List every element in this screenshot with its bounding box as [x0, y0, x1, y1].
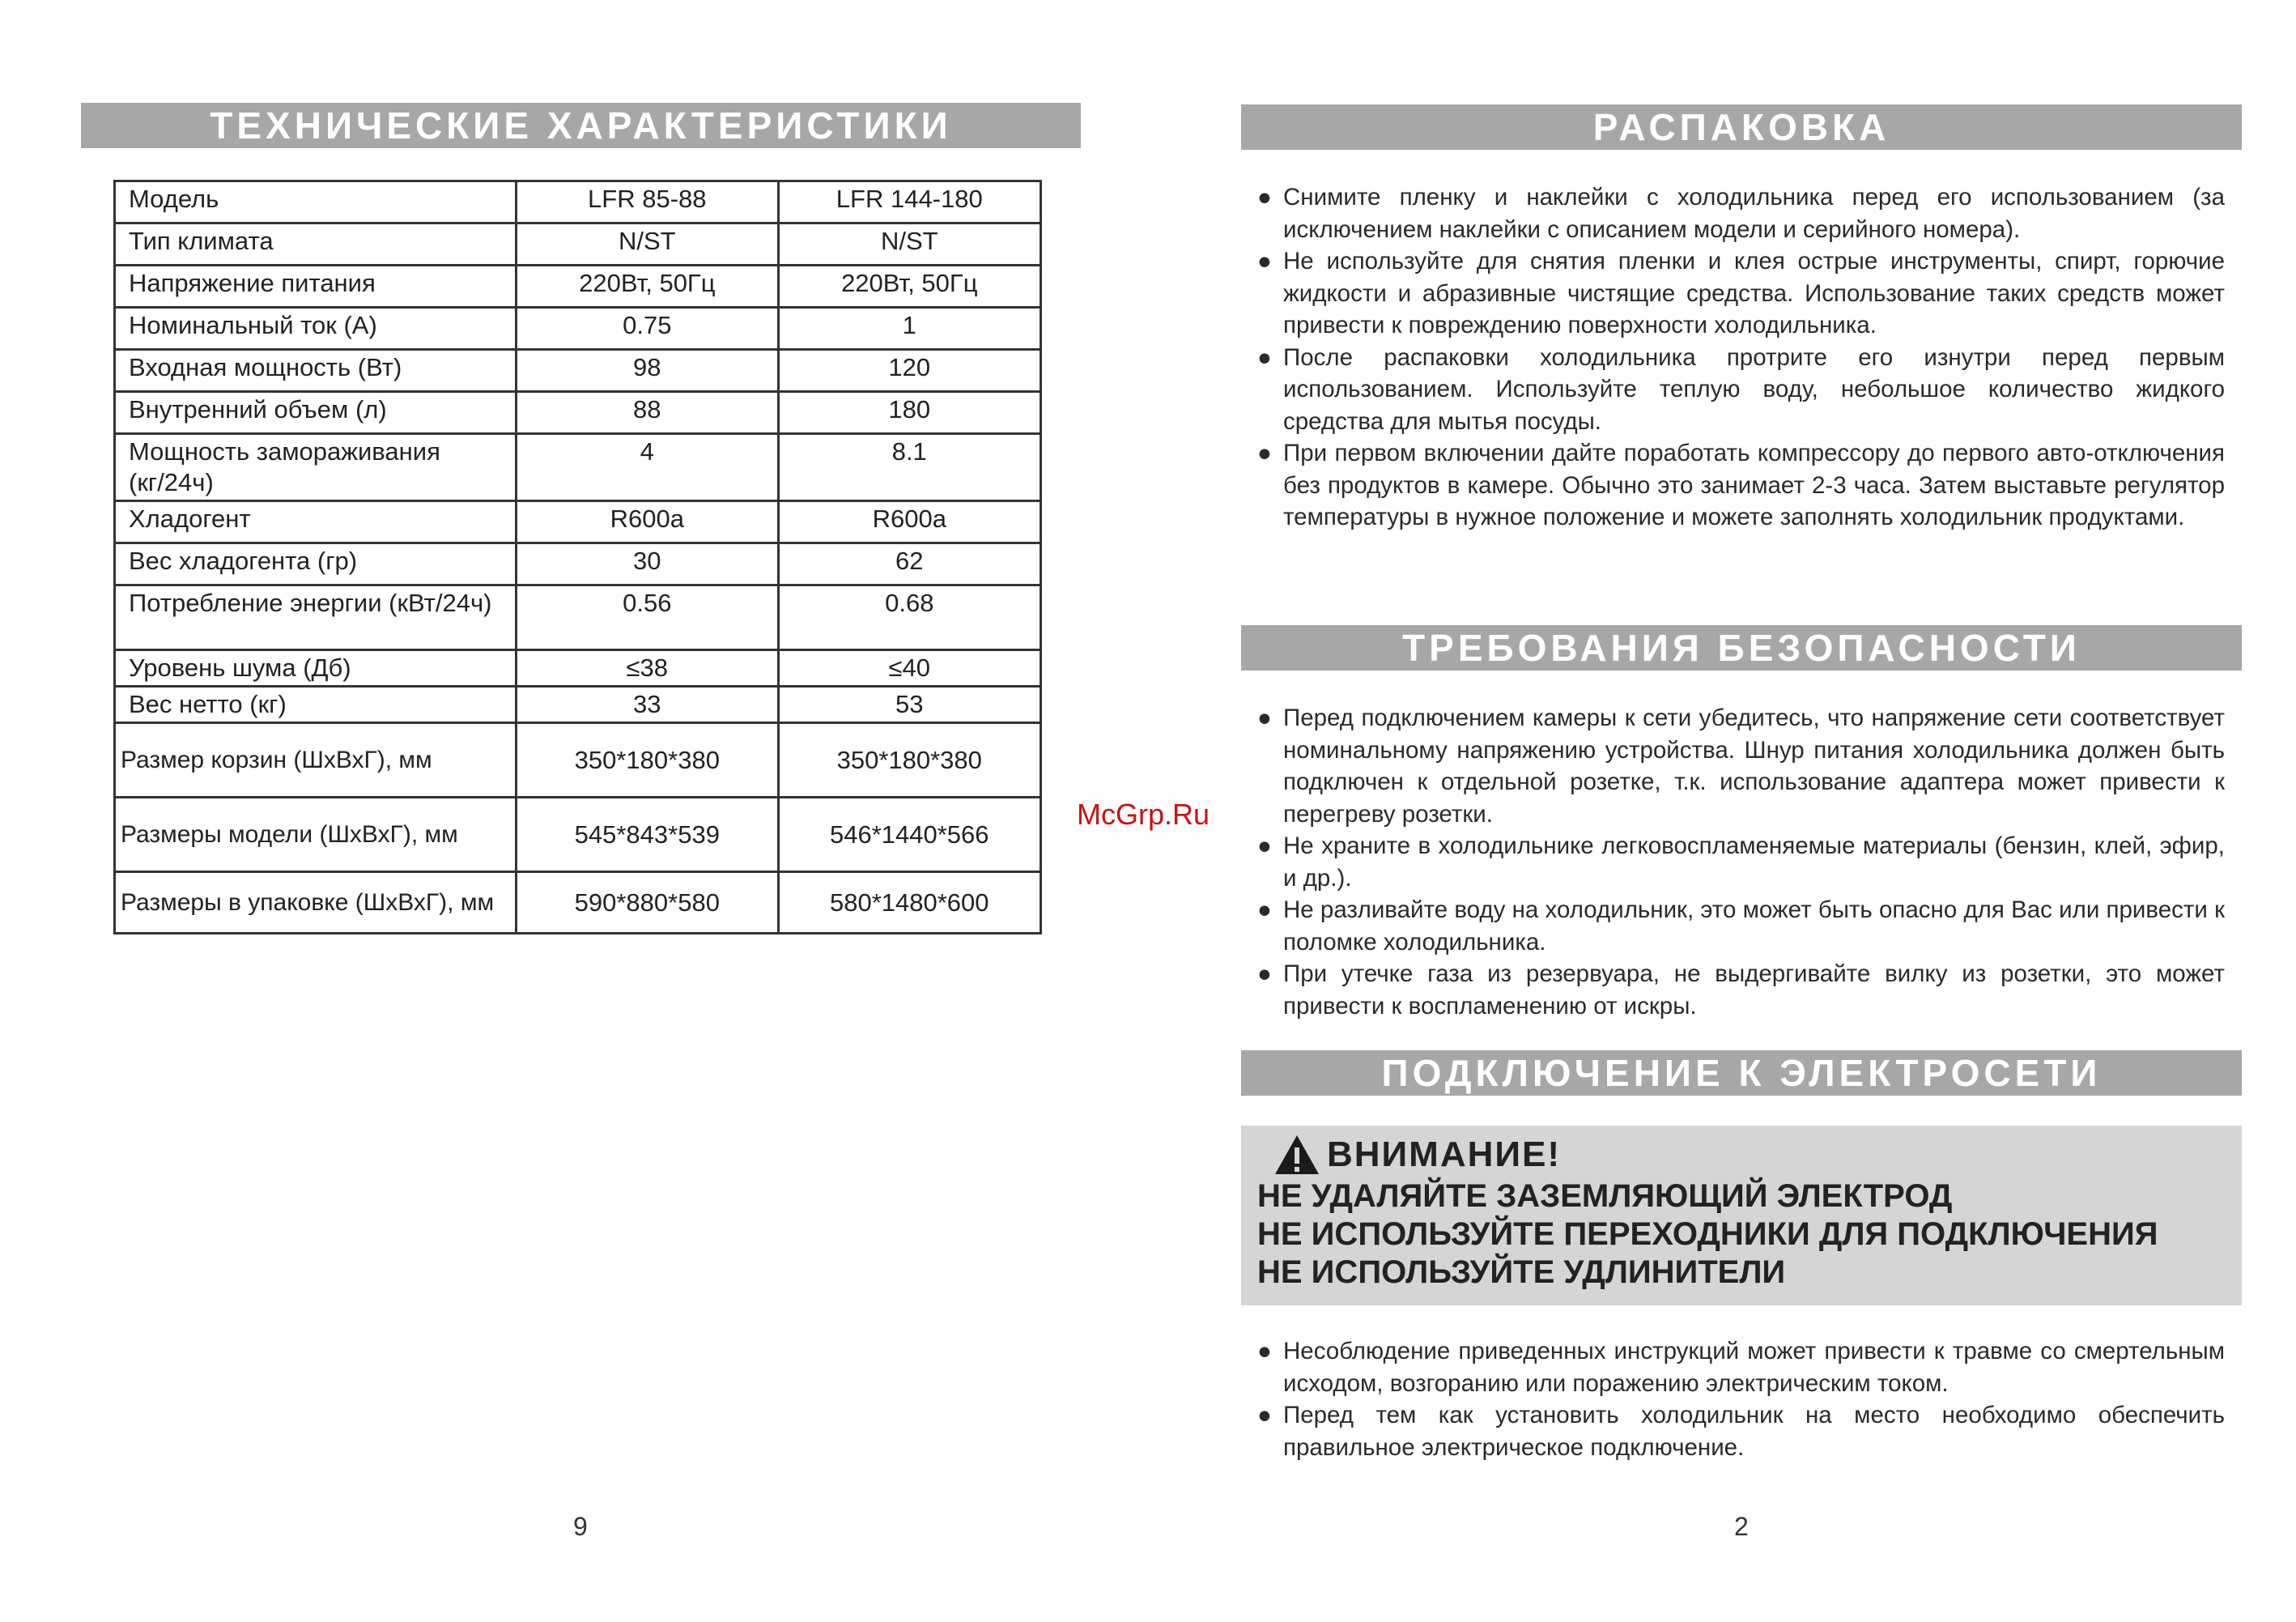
list-item: ● Перед подключением камеры к сети убедитесь, что напряжение сети соответствует номинальному напряжению устройства. Шнур питания холодильника должен быть подключен к отдельной розетке, т.к. использование адаптера может привести к перегреву розетки.: [1257, 702, 2225, 830]
watermark: McGrp.Ru: [1077, 798, 1210, 831]
table-value-cell: 33: [517, 687, 778, 723]
table-value-cell: N/ST: [517, 224, 778, 266]
table-label-cell: Хладогент: [115, 501, 517, 543]
unpacking-heading: РАСПАКОВКА: [1241, 104, 2242, 150]
warning-line: НЕ ИСПОЛЬЗУЙТЕ УДЛИНИТЕЛИ: [1257, 1254, 1786, 1290]
table-row: [115, 872, 1041, 934]
list-item: ● Не разливайте воду на холодильник, это может быть опасно для Вас или привести к поломке холодильника.: [1257, 894, 2225, 958]
bullet-icon: ●: [1257, 960, 1272, 987]
table-row: [115, 798, 1041, 872]
bullet-icon: ●: [1257, 1338, 1272, 1364]
list-item: ● Не храните в холодильнике легковоспламеняемые материалы (бензин, клей, эфир, и др.).: [1257, 830, 2225, 894]
unpacking-list: [1257, 181, 2225, 534]
table-label-cell: Размеры модели (ШхВхГ), мм: [115, 798, 517, 872]
table-label-cell: Вес хладогента (гр): [115, 543, 517, 585]
table-row: [115, 434, 1041, 501]
table-row: [115, 501, 1041, 543]
table-value-cell: 53: [778, 687, 1040, 723]
bullet-icon: ●: [1257, 832, 1272, 859]
table-row: [115, 687, 1041, 723]
table-label-cell: Входная мощность (Вт): [115, 350, 517, 392]
table-label-cell: Размеры в упаковке (ШхВхГ), мм: [115, 872, 517, 934]
table-value-cell: 88: [517, 392, 778, 434]
table-value-cell: 1: [778, 308, 1040, 350]
table-value-cell: 590*880*580: [517, 872, 778, 934]
table-label-cell: Потребление энергии (кВт/24ч): [115, 585, 517, 650]
table-label-cell: Напряжение питания: [115, 266, 517, 308]
page-number-right: 2: [1734, 1512, 1749, 1541]
table-value-cell: 350*180*380: [517, 723, 778, 798]
table-label-cell: Вес нетто (кг): [115, 687, 517, 723]
table-value-cell: R600a: [778, 501, 1040, 543]
table-row: [115, 650, 1041, 687]
table-value-cell: 0.75: [517, 308, 778, 350]
table-label-cell: Тип климата: [115, 224, 517, 266]
table-label-cell: Модель: [115, 181, 517, 224]
list-item: ● При первом включении дайте поработать компрессору до первого авто-отключения без продуктов в камере. Обычно это занимает 2-3 часа. Затем выставьте регулятор температуры в нужное положение и можете заполнять холодильник продуктами.: [1257, 437, 2225, 534]
table-label-cell: Размер корзин (ШхВхГ), мм: [115, 723, 517, 798]
warning-icon: [1273, 1134, 1320, 1176]
table-value-cell: LFR 144-180: [778, 181, 1040, 224]
table-value-cell: 62: [778, 543, 1040, 585]
warning-line: НЕ ИСПОЛЬЗУЙТЕ ПЕРЕХОДНИКИ ДЛЯ ПОДКЛЮЧЕНИЯ: [1257, 1216, 2158, 1252]
warning-line: НЕ УДАЛЯЙТЕ ЗАЗЕМЛЯЮЩИЙ ЭЛЕКТРОД: [1257, 1178, 1953, 1214]
power-list: [1257, 1335, 2225, 1463]
table-value-cell: 350*180*380: [778, 723, 1040, 798]
safety-list: [1257, 702, 2225, 1022]
power-heading: ПОДКЛЮЧЕНИЕ К ЭЛЕКТРОСЕТИ: [1241, 1050, 2242, 1096]
table-value-cell: ≤40: [778, 650, 1040, 687]
table-value-cell: LFR 85-88: [517, 181, 778, 224]
warning-heading: ВНИМАНИЕ!: [1273, 1134, 1561, 1176]
bullet-icon: ●: [1257, 705, 1272, 731]
warning-box: [1241, 1126, 2242, 1305]
table-row: [115, 392, 1041, 434]
list-item: ● После распаковки холодильника протрите его изнутри перед первым использованием. Используйте теплую воду, небольшое количество жидкого средства для мытья посуды.: [1257, 342, 2225, 438]
table-value-cell: 180: [778, 392, 1040, 434]
bullet-icon: ●: [1257, 248, 1272, 275]
table-value-cell: 0.68: [778, 585, 1040, 650]
page-number-left: 9: [573, 1512, 588, 1541]
table-row: [115, 266, 1041, 308]
table-row: [115, 181, 1041, 224]
table-row: [115, 543, 1041, 585]
table-row: [115, 224, 1041, 266]
safety-heading: ТРЕБОВАНИЯ БЕЗОПАСНОСТИ: [1241, 625, 2242, 671]
specs-table: [113, 180, 1042, 934]
table-label-cell: Номинальный ток (А): [115, 308, 517, 350]
table-label-cell: Уровень шума (Дб): [115, 650, 517, 687]
table-row: [115, 723, 1041, 798]
specs-heading: ТЕХНИЧЕСКИЕ ХАРАКТЕРИСТИКИ: [81, 103, 1081, 148]
list-item: ● Не используйте для снятия пленки и клея острые инструменты, спирт, горючие жидкости и абразивные чистящие средства. Использование таких средств может привести к повреждению поверхности холодильника.: [1257, 245, 2225, 342]
table-label-cell: Внутренний объем (л): [115, 392, 517, 434]
table-value-cell: 546*1440*566: [778, 798, 1040, 872]
table-row: [115, 585, 1041, 650]
table-value-cell: 120: [778, 350, 1040, 392]
table-label-cell: Мощность замораживания (кг/24ч): [115, 434, 517, 501]
table-row: [115, 308, 1041, 350]
table-value-cell: 545*843*539: [517, 798, 778, 872]
table-value-cell: 220Вт, 50Гц: [517, 266, 778, 308]
table-value-cell: 98: [517, 350, 778, 392]
table-value-cell: N/ST: [778, 224, 1040, 266]
table-value-cell: ≤38: [517, 650, 778, 687]
table-value-cell: 30: [517, 543, 778, 585]
bullet-icon: ●: [1257, 343, 1272, 371]
table-row: [115, 350, 1041, 392]
bullet-icon: ●: [1257, 896, 1272, 923]
table-value-cell: 0.56: [517, 585, 778, 650]
warning-lines: [1257, 1177, 2158, 1292]
list-item: ● Перед тем как установить холодильник на место необходимо обеспечить правильное электрическое подключение.: [1257, 1399, 2225, 1463]
table-value-cell: 220Вт, 50Гц: [778, 266, 1040, 308]
table-value-cell: 8.1: [778, 434, 1040, 501]
bullet-icon: ●: [1257, 1402, 1272, 1428]
table-value-cell: R600a: [517, 501, 778, 543]
bullet-icon: ●: [1257, 184, 1272, 211]
list-item: ● При утечке газа из резервуара, не выдергивайте вилку из розетки, это может привести к воспламенению от искры.: [1257, 958, 2225, 1022]
list-item: ● Снимите пленку и наклейки с холодильника перед его использованием (за исключением наклейки с описанием модели и серийного номера).: [1257, 181, 2225, 245]
table-value-cell: 580*1480*600: [778, 872, 1040, 934]
table-value-cell: 4: [517, 434, 778, 501]
bullet-icon: ●: [1257, 440, 1272, 466]
list-item: ● Несоблюдение приведенных инструкций может привести к травме со смертельным исходом, возгоранию или поражению электрическим током.: [1257, 1335, 2225, 1399]
